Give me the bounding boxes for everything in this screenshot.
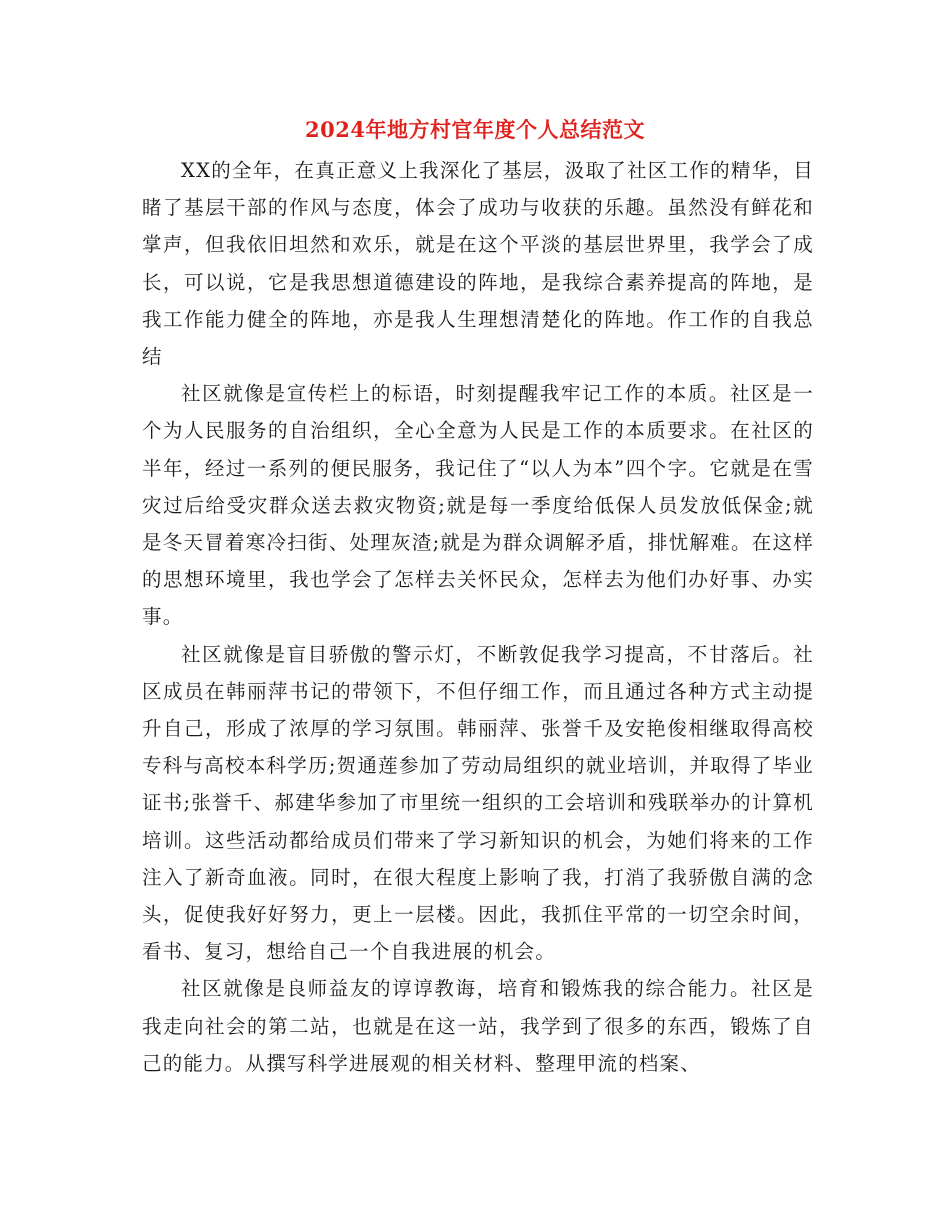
document-body: [142, 152, 814, 1082]
paragraph-3: 社区就像是盲目骄傲的警示灯，不断敦促我学习提高，不甘落后。社区成员在韩丽萍书记的带领下，不但仔细工作，而且通过各种方式主动提升自己，形成了浓厚的学习氛围。韩丽萍、张誉千及安艳俊相继取得高校专科与高校本科学历;贺通莲参加了劳动局组织的就业培训，并取得了毕业证书;张誉千、郝建华参加了市里统一组织的工会培训和残联举办的计算机培训。这些活动都给成员们带来了学习新知识的机会，为她们将来的工作注入了新奇血液。同时，在很大程度上影响了我，打消了我骄傲自满的念头，促使我好好努力，更上一层楼。因此，我抓住平常的一切空余时间，看书、复习，想给自己一个自我进展的机会。: [142, 642, 814, 964]
paragraph-2: 社区就像是宣传栏上的标语，时刻提醒我牢记工作的本质。社区是一个为人民服务的自治组织，全心全意为人民是工作的本质要求。在社区的半年，经过一系列的便民服务，我记住了“以人为本”四个字。它就是在雪灾过后给受灾群众送去救灾物资;就是每一季度给低保人员发放低保金;就是冬天冒着寒冷扫街、处理灰渣;就是为群众调解矛盾，排忧解难。在这样的思想环境里，我也学会了怎样去关怀民众，怎样去为他们办好事、办实事。: [142, 382, 814, 629]
paragraph-1: XX的全年，在真正意义上我深化了基层，汲取了社区工作的精华，目睹了基层干部的作风与态度，体会了成功与收获的乐趣。虽然没有鲜花和掌声，但我依旧坦然和欢乐，就是在这个平淡的基层世界里，我学会了成长，可以说，它是我思想道德建设的阵地，是我综合素养提高的阵地，是我工作能力健全的阵地，亦是我人生理想清楚化的阵地。作工作的自我总结: [142, 159, 814, 369]
document-title: 2024年地方村官年度个人总结范文: [305, 117, 645, 142]
paragraph-4: 社区就像是良师益友的谆谆教诲，培育和锻炼我的综合能力。社区是我走向社会的第二站，也就是在这一站，我学到了很多的东西，锻炼了自己的能力。从撰写科学进展观的相关材料、整理甲流的档案、: [142, 977, 814, 1075]
